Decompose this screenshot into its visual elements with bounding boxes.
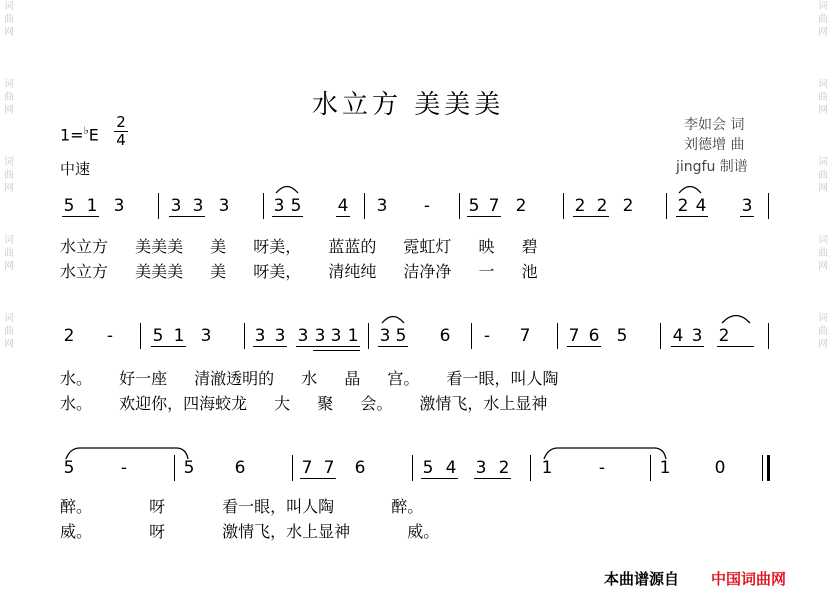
watermark-text: 词曲网 xyxy=(4,235,14,272)
note: 4 xyxy=(445,458,457,478)
note: 2 xyxy=(596,196,608,216)
key-note: E xyxy=(88,125,99,145)
bar-line xyxy=(650,455,651,481)
note: 7 xyxy=(323,458,335,478)
watermark-text: 词曲网 xyxy=(4,1,14,38)
note: 2 xyxy=(622,196,634,216)
watermark-left xyxy=(3,0,15,616)
note: 2 xyxy=(677,196,689,216)
sixteenth-beam xyxy=(313,350,360,351)
final-bar-thick xyxy=(767,455,770,481)
bar-line xyxy=(140,323,141,349)
key-signature xyxy=(60,124,99,144)
bar-line xyxy=(412,455,413,481)
note: 7 xyxy=(488,196,500,216)
note: 2 xyxy=(515,196,527,216)
lyrics-row-3-verse-1: 醉。 呀 看一眼，叫人陶 醉。 xyxy=(60,497,424,516)
watermark-text: 词曲网 xyxy=(818,235,828,272)
lyrics-row-2-verse-2: 水。 欢迎你，四海蛟龙 大 聚 会。 激情飞，水上显神 xyxy=(60,394,548,413)
note: 3 xyxy=(691,326,703,346)
dash: 7 xyxy=(519,326,531,346)
note: 3 xyxy=(170,196,182,216)
bar-line xyxy=(364,193,365,219)
eighth-beam xyxy=(300,478,336,479)
note: 5 xyxy=(290,196,302,216)
note: 5 xyxy=(183,458,195,478)
eighth-beam xyxy=(378,346,408,347)
composer-credit: 刘德增 曲 xyxy=(684,137,745,153)
lyrics-row-3-verse-2: 威。 呀 激情飞，水上显神 威。 xyxy=(60,522,440,541)
watermark-text: 词曲网 xyxy=(4,79,14,116)
watermark-text: 词曲网 xyxy=(818,79,828,116)
eighth-beam xyxy=(169,216,205,217)
dash: - xyxy=(423,196,431,216)
note: 5 xyxy=(63,458,75,478)
flat-symbol: ♭ xyxy=(83,124,89,137)
note: 2 xyxy=(498,458,510,478)
bar-line xyxy=(263,193,264,219)
eighth-beam xyxy=(467,216,501,217)
note: 3 xyxy=(254,326,266,346)
watermark-text: 词曲网 xyxy=(4,157,14,194)
lyrics-row-1-verse-2: 水立方 美美美 美 呀美， 清纯纯 洁净净 一 池 xyxy=(60,262,538,281)
watermark-text: 词曲网 xyxy=(4,313,14,350)
note: 3 xyxy=(475,458,487,478)
note: 2 xyxy=(574,196,586,216)
dash: - xyxy=(598,458,606,478)
eighth-beam xyxy=(253,346,287,347)
eighth-beam xyxy=(567,346,601,347)
note: 3 xyxy=(273,196,285,216)
bar-line xyxy=(459,193,460,219)
bar-line xyxy=(292,455,293,481)
source-label: 本曲谱源自 xyxy=(604,570,680,588)
tempo-marking: 中速 xyxy=(60,160,91,178)
eighth-beam xyxy=(272,216,303,217)
note: 3 xyxy=(379,326,391,346)
eighth-beam xyxy=(676,216,708,217)
note: 6 xyxy=(588,326,600,346)
note: 5 xyxy=(422,458,434,478)
note: 5 xyxy=(616,326,628,346)
note: 3 xyxy=(113,196,125,216)
note: 3 xyxy=(297,326,309,346)
dash: - xyxy=(120,458,128,478)
note: 5 xyxy=(468,196,480,216)
time-top: 2 xyxy=(116,113,126,131)
time-bottom: 4 xyxy=(116,131,126,149)
song-title: 水立方 美美美 xyxy=(312,90,505,120)
key-prefix: 1= xyxy=(60,125,84,145)
typesetter-credit: jingfu 制谱 xyxy=(676,159,748,175)
note: 1 xyxy=(347,326,359,346)
bar-line xyxy=(666,193,667,219)
bar-line xyxy=(768,323,769,349)
note: 4 xyxy=(672,326,684,346)
bar-line xyxy=(174,455,175,481)
note: 6 xyxy=(234,458,246,478)
lyrics-row-1-verse-1: 水立方 美美美 美 呀美， 蓝蓝的 霓虹灯 映 碧 xyxy=(60,237,538,256)
bar-line xyxy=(471,323,472,349)
note: 5 xyxy=(395,326,407,346)
slur xyxy=(276,187,298,194)
note: 5 xyxy=(63,196,75,216)
note: 3 xyxy=(376,196,388,216)
final-bar-thin xyxy=(762,455,763,481)
note: 4 xyxy=(337,196,349,216)
bar-line xyxy=(244,323,245,349)
note: 7 xyxy=(301,458,313,478)
note: 6 xyxy=(439,326,451,346)
note: 6 xyxy=(354,458,366,478)
slur xyxy=(679,187,701,194)
note: 3 xyxy=(741,196,753,216)
eighth-beam xyxy=(296,346,360,347)
note: 1 xyxy=(541,458,553,478)
note: 3 xyxy=(200,326,212,346)
eighth-beam xyxy=(336,216,350,217)
lyrics-row-2-verse-1: 水。 好一座 清澈透明的 水 晶 宫。 看一眼，叫人陶 xyxy=(60,369,559,388)
note: 5 xyxy=(152,326,164,346)
note: 2 xyxy=(718,326,730,346)
time-signature xyxy=(114,114,128,149)
slur xyxy=(722,316,750,324)
note: 1 xyxy=(659,458,671,478)
bar-line xyxy=(368,323,369,349)
watermark-right xyxy=(817,0,829,616)
note: 3 xyxy=(192,196,204,216)
eighth-beam xyxy=(717,346,754,347)
watermark-text: 词曲网 xyxy=(818,157,828,194)
bar-line xyxy=(557,323,558,349)
bar-line xyxy=(563,193,564,219)
rest: 0 xyxy=(714,458,726,478)
bar-line xyxy=(158,193,159,219)
lyricist-credit: 李如会 词 xyxy=(684,117,745,133)
note: 1 xyxy=(86,196,98,216)
watermark-text: 词曲网 xyxy=(818,313,828,350)
eighth-beam xyxy=(62,216,99,217)
note: 2 xyxy=(63,326,75,346)
note: 3 xyxy=(314,326,326,346)
note: 3 xyxy=(218,196,230,216)
eighth-beam xyxy=(474,478,511,479)
eighth-beam xyxy=(421,478,458,479)
bar-line xyxy=(530,455,531,481)
note: 3 xyxy=(330,326,342,346)
bar-line xyxy=(768,193,769,219)
note: 4 xyxy=(695,196,707,216)
note: 3 xyxy=(274,326,286,346)
eighth-beam xyxy=(573,216,609,217)
watermark-text: 词曲网 xyxy=(818,1,828,38)
note: - xyxy=(483,326,491,346)
source-site-link[interactable]: 中国词曲网 xyxy=(711,570,787,588)
note: 1 xyxy=(173,326,185,346)
slur xyxy=(382,317,404,324)
eighth-beam xyxy=(740,216,754,217)
eighth-beam xyxy=(671,346,704,347)
note: 7 xyxy=(568,326,580,346)
dash: - xyxy=(106,326,114,346)
eighth-beam xyxy=(151,346,186,347)
bar-line xyxy=(660,323,661,349)
